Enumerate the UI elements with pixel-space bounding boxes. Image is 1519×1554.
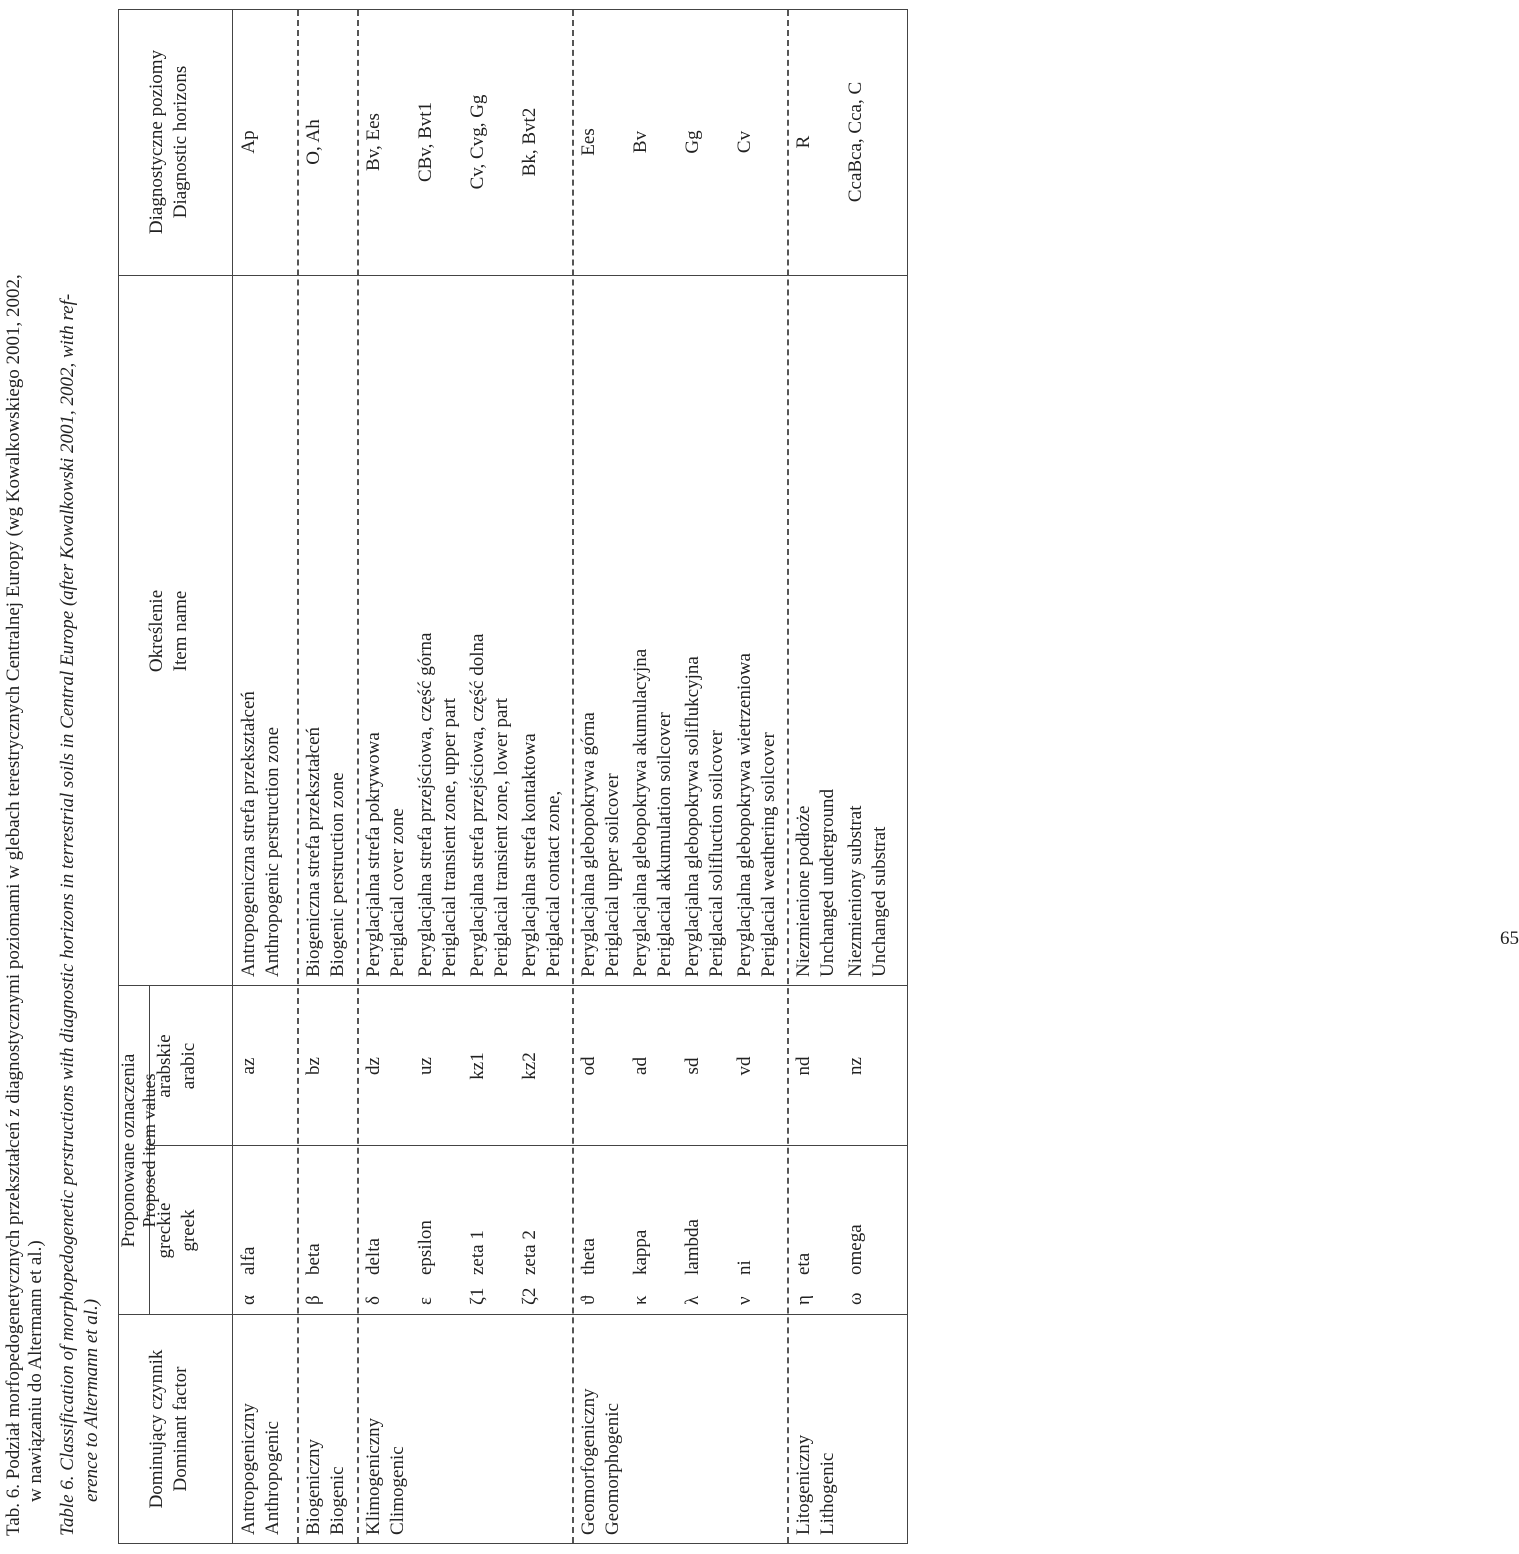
greek-name: kappa (630, 1229, 651, 1275)
diagnostic-horizons: CcaBca, Cca, C (845, 81, 866, 203)
arabic-value: nd (793, 1056, 814, 1076)
greek-symbol: κ (630, 1295, 651, 1305)
item-name-en: Periglacial upper soilcover (602, 773, 623, 977)
diagnostic-horizons: Bk, Bvt2 (519, 107, 540, 177)
diagnostic-horizons: Bv (630, 130, 651, 154)
factor-label: Biogenic (327, 1466, 348, 1535)
greek-symbol: δ (363, 1296, 384, 1305)
greek-symbol: ϑ (578, 1295, 599, 1305)
group-separator (357, 10, 359, 1543)
greek-name: ni (734, 1260, 755, 1275)
arabic-value: nz (845, 1057, 866, 1075)
arabic-value: uz (415, 1057, 436, 1075)
greek-symbol: λ (682, 1295, 703, 1305)
page-number: 65 (1500, 928, 1519, 949)
greek-name: beta (303, 1243, 324, 1275)
greek-symbol: ω (845, 1292, 866, 1305)
diagnostic-horizons: Bv, Ees (363, 113, 384, 171)
item-name-en: Periglacial cover zone (387, 808, 408, 977)
diagnostic-horizons: Gg (682, 130, 703, 154)
diagnostic-horizons: Ees (578, 128, 599, 156)
item-name-pl: Niezmienione podłoże (793, 805, 814, 977)
item-name-pl: Antropogeniczna strefa przekształceń (238, 691, 259, 977)
greek-symbol: ζ2 (519, 1287, 540, 1305)
arabic-value: ad (630, 1057, 651, 1075)
item-name-en: Periglacial akkumulation soilcover (654, 712, 675, 977)
arabic-value: az (238, 1057, 259, 1075)
greek-name: delta (363, 1238, 384, 1275)
greek-symbol: β (303, 1295, 324, 1305)
arabic-value: dz (363, 1057, 384, 1075)
greek-symbol: ν (734, 1296, 755, 1305)
greek-name: theta (578, 1238, 599, 1275)
greek-name: omega (845, 1224, 866, 1275)
header-name-pl: Określenie (146, 589, 167, 673)
greek-name: alfa (238, 1246, 259, 1275)
item-name-pl: Peryglacjalna strefa pokrywowa (363, 732, 384, 977)
classification-table (118, 9, 908, 1544)
factor-label: Antropogeniczny (238, 1403, 259, 1535)
greek-name: lambda (682, 1219, 703, 1275)
header-proposed-en: Proposed item values (139, 1073, 159, 1228)
caption-polish: Tab. 6. Podział morfopedogenetycznych przekształceń z diagnostycznymi poziomami w glebach terestrycznych Centralnej Europy (wg Kowalkowskiego 2001, 2002, (3, 274, 24, 1536)
item-name-en: Periglacial solifluction soilcover (706, 730, 727, 977)
arabic-value: kz1 (467, 1052, 488, 1080)
diagnostic-horizons: O, Ah (303, 119, 324, 165)
group-separator (572, 10, 574, 1543)
header-factor-en: Dominant factor (170, 1366, 191, 1492)
greek-name: zeta 1 (467, 1230, 488, 1275)
item-name-en: Biogenic perstruction zone (327, 772, 348, 977)
greek-symbol: α (238, 1295, 259, 1305)
item-name-en: Periglacial transient zone, lower part (491, 697, 512, 977)
arabic-value: bz (303, 1057, 324, 1075)
factor-label: Biogeniczny (303, 1438, 324, 1535)
item-name-pl: Peryglacjalna glebopokrywa górna (578, 712, 599, 977)
caption-polish-continued: w nawiązaniu do Altermann et al.) (25, 1240, 46, 1502)
greek-symbol: ζ1 (467, 1287, 488, 1305)
caption-english-continued: erence to Altermann et al.) (81, 1298, 102, 1502)
diagnostic-horizons: Ap (238, 130, 259, 154)
header-factor-pl: Dominujący czynnik (146, 1349, 167, 1509)
header-arabic-en: arabic (178, 1042, 199, 1090)
item-name-pl: Peryglacjalna glebopokrywa wietrzeniowa (734, 653, 755, 977)
item-name-pl: Niezmieniony substrat (845, 805, 866, 977)
item-name-en: Periglacial weathering soilcover (758, 732, 779, 977)
item-name-pl: Biogeniczna strefa przekształceń (303, 726, 324, 977)
group-separator (787, 10, 789, 1543)
header-greek-en: greek (178, 1209, 199, 1252)
item-name-en: Unchanged underground (817, 788, 838, 977)
greek-symbol: ε (415, 1297, 436, 1305)
factor-label: Geomorfogeniczny (578, 1388, 599, 1535)
item-name-en: Anthropogenic perstruction zone (262, 726, 283, 977)
diagnostic-horizons: Cv, Cvg, Gg (467, 94, 488, 190)
item-name-pl: Peryglacjalna strefa kontaktowa (519, 733, 540, 977)
diagnostic-horizons: Cv (734, 130, 755, 154)
group-separator (297, 10, 299, 1543)
header-greek-pl: greckie (154, 1202, 175, 1259)
greek-symbol: η (793, 1295, 814, 1305)
item-name-en: Periglacial transient zone, upper part (439, 697, 460, 977)
header-name-en: Item name (170, 590, 191, 672)
header-arabic-pl: arabskie (154, 1034, 175, 1098)
header-proposed-pl: Proponowane oznaczenia (118, 1053, 139, 1248)
arabic-value: vd (734, 1056, 755, 1076)
caption-english: Table 6. Classification of morphopedogenetic perstructions with diagnostic horizons in terrestrial soils in Central Europe (after Kowalkowski 2001, 2002, with ref- (57, 293, 78, 1536)
greek-name: eta (793, 1252, 814, 1275)
header-horizons-pl: Diagnostyczne poziomy (146, 49, 167, 235)
factor-label: Lithogenic (817, 1452, 838, 1535)
arabic-value: sd (682, 1057, 703, 1075)
item-name-pl: Peryglacjalna strefa przejściowa, część górna (415, 632, 436, 977)
arabic-value: kz2 (519, 1052, 540, 1080)
diagnostic-horizons: R (793, 135, 814, 149)
diagnostic-horizons: CBv, Bvt1 (415, 101, 436, 183)
greek-name: zeta 2 (519, 1230, 540, 1275)
factor-label: Klimogeniczny (363, 1417, 384, 1535)
greek-name: epsilon (415, 1220, 436, 1275)
header-rule (232, 10, 233, 1543)
item-name-pl: Peryglacjalna glebopokrywa soliflukcyjna (682, 656, 703, 977)
item-name-en: Periglacial contact zone, (543, 790, 564, 977)
arabic-value: od (578, 1056, 599, 1076)
item-name-pl: Peryglacjalna strefa przejściowa, część dolna (467, 633, 488, 977)
factor-label: Climogenic (387, 1446, 408, 1535)
factor-label: Geomorphogenic (602, 1403, 623, 1535)
factor-label: Litogeniczny (793, 1434, 814, 1535)
header-horizons-en: Diagnostic horizons (170, 65, 191, 219)
factor-label: Anthropogenic (262, 1421, 283, 1535)
item-name-pl: Peryglacjalna glebopokrywa akumulacyjna (630, 648, 651, 977)
item-name-en: Unchanged substrat (869, 826, 890, 977)
